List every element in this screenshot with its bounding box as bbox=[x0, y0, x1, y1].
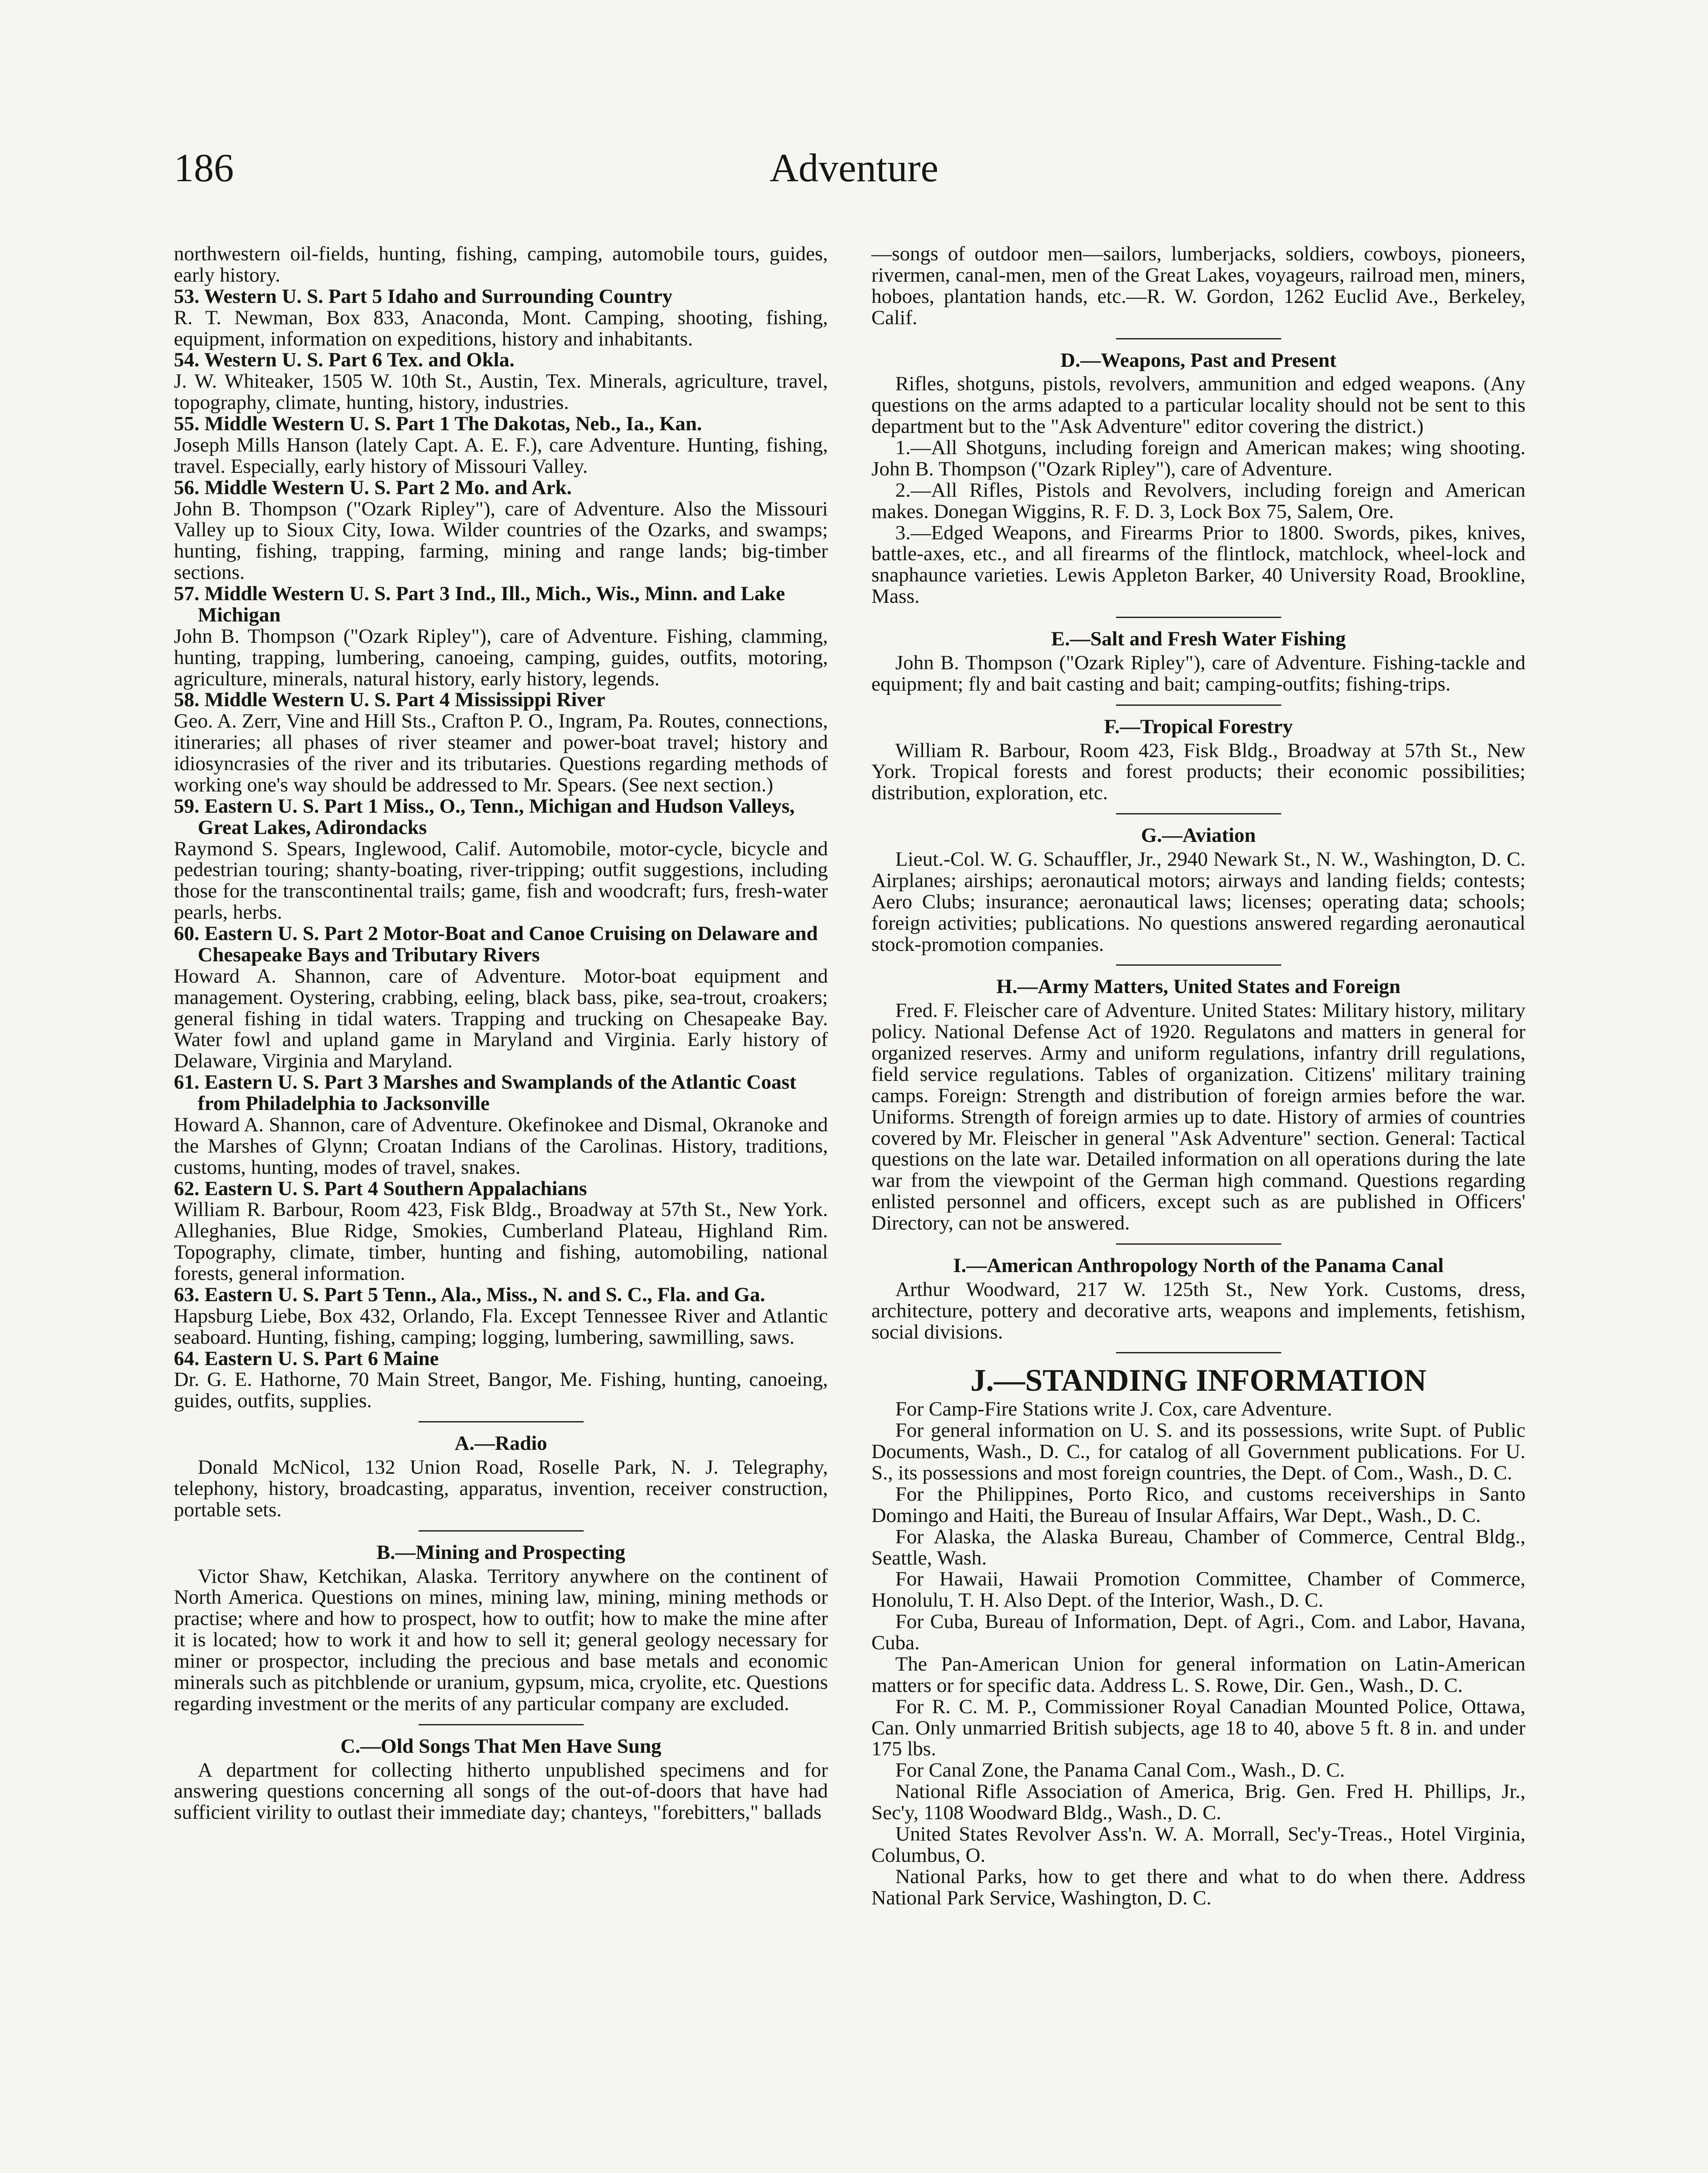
section-heading: H.—Army Matters, United States and Foreign bbox=[996, 975, 1401, 998]
region-heading: 62. Eastern U. S. Part 4 Southern Appalachians bbox=[174, 1177, 587, 1200]
section-heading: C.—Old Songs That Men Have Sung bbox=[340, 1734, 661, 1758]
region-heading: 58. Middle Western U. S. Part 4 Mississippi River bbox=[174, 688, 605, 711]
page-header bbox=[174, 148, 1534, 217]
section-heading: F.—Tropical Forestry bbox=[1104, 715, 1293, 738]
entry-text: Rifles, shotguns, pistols, revolvers, ammunition and edged weapons. (Any questions on the arms adapted to a particular locality should not be sent to this department but to the "Ask Adventure" editor covering the district.) bbox=[871, 372, 1525, 438]
section-divider bbox=[1116, 704, 1281, 706]
section-divider bbox=[1116, 617, 1281, 618]
entry-text: United States Revolver Ass'n. W. A. Morrall, Sec'y-Treas., Hotel Virginia, Columbus, O. bbox=[871, 1822, 1525, 1867]
right-column bbox=[871, 243, 1525, 1908]
entry-text: For the Philippines, Porto Rico, and customs receiverships in Santo Domingo and Haiti, the Bureau of Insular Affairs, War Dept., Wash., D. C. bbox=[871, 1482, 1525, 1527]
entry-text: Donald McNicol, 132 Union Road, Roselle Park, N. J. Telegraphy, telephony, history, broadcasting, apparatus, invention, receiver construction, portable sets. bbox=[174, 1456, 828, 1521]
region-heading: 56. Middle Western U. S. Part 2 Mo. and Ark. bbox=[174, 476, 572, 499]
entry-text: For Cuba, Bureau of Information, Dept. of Agri., Com. and Labor, Havana, Cuba. bbox=[871, 1610, 1525, 1654]
left-column bbox=[174, 243, 828, 1823]
section-heading: D.—Weapons, Past and Present bbox=[1060, 349, 1336, 372]
running-title: Adventure bbox=[769, 146, 939, 190]
section-heading: G.—Aviation bbox=[1141, 824, 1256, 847]
entry-text: For Camp-Fire Stations write J. Cox, care Adventure. bbox=[895, 1398, 1333, 1421]
region-heading: 53. Western U. S. Part 5 Idaho and Surrounding Country bbox=[174, 285, 673, 308]
section-divider bbox=[1116, 1352, 1281, 1353]
entry-text: J. W. Whiteaker, 1505 W. 10th St., Austin, Tex. Minerals, agriculture, travel, topography, climate, hunting, history, industries. bbox=[174, 370, 828, 414]
entry-text: Howard A. Shannon, care of Adventure. Okefinokee and Dismal, Okranoke and the Marshes of Glynn; Croatan Indians of the Carolinas. History, traditions, customs, hunting, modes of travel, snakes. bbox=[174, 1113, 828, 1179]
entry-text: R. T. Newman, Box 833, Anaconda, Mont. Camping, shooting, fishing, equipment, information on expeditions, history and inhabitants. bbox=[174, 306, 828, 350]
entry-text: John B. Thompson ("Ozark Ripley"), care of Adventure. Fishing-tackle and equipment; fly and bait casting and bait; camping-outfits; fishing-trips. bbox=[871, 651, 1525, 695]
section-divider bbox=[1116, 1243, 1281, 1245]
entry-text: The Pan-American Union for general information on Latin-American matters or for specific data. Address L. S. Rowe, Dir. Gen., Wash., D. C. bbox=[871, 1652, 1525, 1697]
section-divider bbox=[419, 1530, 584, 1532]
section-heading: E.—Salt and Fresh Water Fishing bbox=[1051, 628, 1346, 650]
entry-text: Howard A. Shannon, care of Adventure. Motor-boat equipment and management. Oystering, crabbing, eeling, black bass, pike, sea-trout, croakers; general fishing in tidal waters. Trapping and trucking on Chesapeake Bay. Water fowl and upland game in Maryland and Virginia. Early history of Delaware, Virginia and Maryland. bbox=[174, 964, 828, 1073]
region-heading: 54. Western U. S. Part 6 Tex. and Okla. bbox=[174, 349, 515, 372]
section-divider bbox=[1116, 813, 1281, 814]
entry-text: National Rifle Association of America, Brig. Gen. Fred H. Phillips, Jr., Sec'y, 1108 Woodward Bldg., Wash., D. C. bbox=[871, 1780, 1525, 1824]
entry-text: Geo. A. Zerr, Vine and Hill Sts., Crafton P. O., Ingram, Pa. Routes, connections, itineraries; all phases of river steamer and power-boat travel; history and idiosyncrasies of the river and its tributaries. Questions regarding methods of working one's way should be addressed to Mr. Spears. (See next section.) bbox=[174, 710, 828, 796]
entry-text: Hapsburg Liebe, Box 432, Orlando, Fla. Except Tennessee River and Atlantic seaboard. Hunting, fishing, camping; logging, lumbering, sawmilling, saws. bbox=[174, 1304, 828, 1349]
page-number: 186 bbox=[174, 146, 234, 190]
entry-text: For general information on U. S. and its possessions, write Supt. of Public Documents, Wash., D. C., for catalog of all Government publications. For U. S., its possessions and most foreign countries, the Dept. of Com., Wash., D. C. bbox=[871, 1419, 1525, 1484]
entry-text: 3.—Edged Weapons, and Firearms Prior to 1800. Swords, pikes, knives, battle-axes, etc., and all firearms of the flintlock, matchlock, wheel-lock and snaphaunce varieties. Lewis Appleton Barker, 40 University Road, Brookline, Mass. bbox=[871, 521, 1525, 608]
region-heading: 61. Eastern U. S. Part 3 Marshes and Swamplands of the Atlantic Coast from Philadelphia to Jacksonville bbox=[174, 1071, 797, 1115]
entry-text: William R. Barbour, Room 423, Fisk Bldg., Broadway at 57th St., New York. Alleghanies, Blue Ridge, Smokies, Cumberland Plateau, Highland Rim. Topography, climate, timber, hunting and fishing, automobiling, national forests, general information. bbox=[174, 1198, 828, 1285]
entry-text: Fred. F. Fleischer care of Adventure. United States: Military history, military policy. National Defense Act of 1920. Regulatons and matters in general for organized reserves. Army and uniform regulations, infantry drill regulations, field service regulations. Tables of organization. Citizens' military training camps. Foreign: Strength and distribution of foreign armies before the war. Uniforms. Strength of foreign armies up to date. History of armies of countries covered by Mr. Fleischer in general "Ask Adventure" section. General: Tactical questions on the late war. Detailed information on all operations during the late war from the viewpoint of the German high command. Questions regarding enlisted personnel and officers, except such as are published in Officers' Directory, can not be answered. bbox=[871, 999, 1525, 1234]
region-heading: 55. Middle Western U. S. Part 1 The Dakotas, Neb., Ia., Kan. bbox=[174, 412, 702, 435]
region-heading: 63. Eastern U. S. Part 5 Tenn., Ala., Miss., N. and S. C., Fla. and Ga. bbox=[174, 1283, 765, 1306]
entry-text: For Canal Zone, the Panama Canal Com., Wash., D. C. bbox=[895, 1759, 1345, 1782]
entry-text: 2.—All Rifles, Pistols and Revolvers, including foreign and American makes. Donegan Wiggins, R. F. D. 3, Lock Box 75, Salem, Ore. bbox=[871, 478, 1525, 523]
entry-text: For R. C. M. P., Commissioner Royal Canadian Mounted Police, Ottawa, Can. Only unmarried British subjects, age 18 to 40, above 5 ft. 8 in. and under 175 lbs. bbox=[871, 1695, 1525, 1761]
entry-text: John B. Thompson ("Ozark Ripley"), care of Adventure. Fishing, clamming, hunting, trapping, lumbering, canoeing, camping, guides, outfits, motoring, agriculture, minerals, natural history, early history, legends. bbox=[174, 625, 828, 690]
section-divider bbox=[1116, 338, 1281, 339]
entry-text: Joseph Mills Hanson (lately Capt. A. E. F.), care Adventure. Hunting, fishing, travel. Especially, early history of Missouri Valley. bbox=[174, 433, 828, 478]
entry-text: Raymond S. Spears, Inglewood, Calif. Automobile, motor-cycle, bicycle and pedestrian touring; shanty-boating, river-tripping; outfit suggestions, including those for the transcontinental trails; game, fish and woodcraft; furs, fresh-water pearls, herbs. bbox=[174, 837, 828, 924]
entry-text: Arthur Woodward, 217 W. 125th St., New York. Customs, dress, architecture, pottery and decorative arts, weapons and implements, fetishism, social divisions. bbox=[871, 1278, 1525, 1343]
entry-text: northwestern oil-fields, hunting, fishing, camping, automobile tours, guides, early history. bbox=[174, 243, 828, 286]
entry-text: William R. Barbour, Room 423, Fisk Bldg., Broadway at 57th St., New York. Tropical forests and forest products; their economic possibilities; distribution, exploration, etc. bbox=[871, 739, 1525, 804]
region-heading: 57. Middle Western U. S. Part 3 Ind., Ill., Mich., Wis., Minn. and Lake Michigan bbox=[174, 582, 785, 626]
region-heading: 59. Eastern U. S. Part 1 Miss., O., Tenn., Michigan and Hudson Valleys, Great Lakes, Adirondacks bbox=[174, 794, 795, 839]
entry-text: Lieut.-Col. W. G. Schauffler, Jr., 2940 Newark St., N. W., Washington, D. C. Airplanes; airships; aeronautical motors; airways and landing fields; contests; Aero Clubs; insurance; aeronautical laws; licenses; operating data; schools; foreign activities; publications. No questions answered regarding aeronautical stock-promotion companies. bbox=[871, 848, 1525, 956]
section-divider bbox=[1116, 964, 1281, 966]
section-divider bbox=[419, 1421, 584, 1422]
entry-text: Victor Shaw, Ketchikan, Alaska. Territory anywhere on the continent of North America. Questions on mines, mining law, mining, mining methods or practise; where and how to prospect, how to outfit; how to make the mine after it is located; how to work it and how to sell it; general geology necessary for miner or prospector, including the precious and base metals and economic minerals such as pitchblende or uranium, gypsum, mica, cryolite, etc. Questions regarding investment or the merits of any particular company are excluded. bbox=[174, 1565, 828, 1715]
entry-text: For Alaska, the Alaska Bureau, Chamber of Commerce, Central Bldg., Seattle, Wash. bbox=[871, 1525, 1525, 1569]
entry-text: —songs of outdoor men—sailors, lumberjacks, soldiers, cowboys, pioneers, rivermen, canal-men, men of the Great Lakes, voyageurs, railroad men, miners, hoboes, plantation hands, etc.—R. W. Gordon, 1262 Euclid Ave., Berkeley, Calif. bbox=[871, 243, 1525, 329]
entry-text: National Parks, how to get there and what to do when there. Address National Park Service, Washington, D. C. bbox=[871, 1865, 1525, 1909]
section-divider bbox=[419, 1724, 584, 1725]
region-heading: 64. Eastern U. S. Part 6 Maine bbox=[174, 1347, 439, 1370]
section-heading: I.—American Anthropology North of the Panama Canal bbox=[953, 1254, 1444, 1277]
entry-text: A department for collecting hitherto unpublished specimens and for answering questions concerning all songs of the out-of-doors that have had sufficient virility to outlast their immediate day; chanteys, "forebitters," ballads bbox=[174, 1758, 828, 1824]
entry-text: For Hawaii, Hawaii Promotion Committee, Chamber of Commerce, Honolulu, T. H. Also Dept. of the Interior, Wash., D. C. bbox=[871, 1568, 1525, 1612]
standing-information-heading: J.—STANDING INFORMATION bbox=[970, 1363, 1427, 1398]
entry-text: 1.—All Shotguns, including foreign and American makes; wing shooting. John B. Thompson ("Ozark Ripley"), care of Adventure. bbox=[871, 436, 1525, 480]
region-heading: 60. Eastern U. S. Part 2 Motor-Boat and Canoe Cruising on Delaware and Chesapeake Bays and Tributary Rivers bbox=[174, 922, 818, 966]
entry-text: Dr. G. E. Hathorne, 70 Main Street, Bangor, Me. Fishing, hunting, canoeing, guides, outfits, supplies. bbox=[174, 1368, 828, 1412]
entry-text: John B. Thompson ("Ozark Ripley"), care of Adventure. Also the Missouri Valley up to Sioux City, Iowa. Wilder countries of the Ozarks, and swamps; hunting, fishing, trapping, farming, mining and range lands; big-timber sections. bbox=[174, 497, 828, 584]
section-heading: B.—Mining and Prospecting bbox=[376, 1541, 625, 1564]
section-heading: A.—Radio bbox=[455, 1432, 547, 1455]
